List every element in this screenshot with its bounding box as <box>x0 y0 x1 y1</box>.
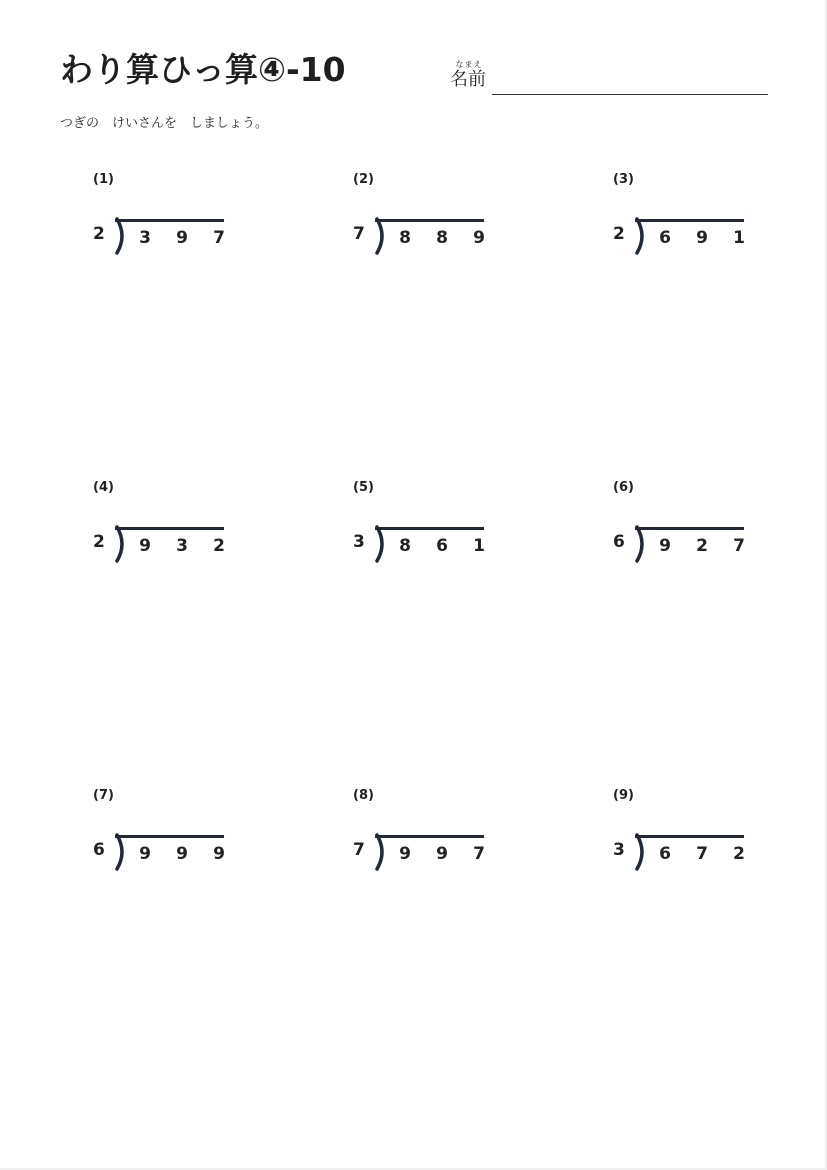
dividend-digit: 7 <box>213 228 225 248</box>
dividend-digit: 7 <box>696 844 708 864</box>
divisor: 2 <box>93 224 105 244</box>
dividend <box>137 228 227 248</box>
divisor: 2 <box>613 224 625 244</box>
dividend-digit: 1 <box>473 536 485 556</box>
dividend-digit: 8 <box>436 228 448 248</box>
dividend <box>657 228 747 248</box>
divisor: 2 <box>93 532 105 552</box>
problem-number: (4) <box>93 480 114 495</box>
dividend-digit: 3 <box>176 536 188 556</box>
dividend-digit: 7 <box>733 536 745 556</box>
dividend <box>657 844 747 864</box>
dividend-digit: 6 <box>436 536 448 556</box>
dividend-digit: 8 <box>399 228 411 248</box>
dividend-digit: 2 <box>696 536 708 556</box>
name-ruby: なまえ <box>455 60 483 69</box>
problem-9 <box>613 788 813 908</box>
worksheet-title: わり算ひっ算④-10 <box>60 50 346 89</box>
division-overline <box>115 527 224 530</box>
dividend-digit: 6 <box>659 844 671 864</box>
dividend <box>657 536 747 556</box>
dividend-digit: 2 <box>733 844 745 864</box>
division-bracket-icon <box>371 832 391 872</box>
dividend-digit: 9 <box>139 536 151 556</box>
problem-number: (9) <box>613 788 634 803</box>
dividend-digit: 2 <box>213 536 225 556</box>
division-overline <box>115 219 224 222</box>
problem-number: (7) <box>93 788 114 803</box>
division-bracket-icon <box>631 216 651 256</box>
problem-4 <box>93 480 293 600</box>
divisor: 7 <box>353 224 365 244</box>
division-bracket-icon <box>111 524 131 564</box>
dividend-digit: 9 <box>473 228 485 248</box>
division-bracket-icon <box>111 216 131 256</box>
divisor: 6 <box>93 840 105 860</box>
divisor: 6 <box>613 532 625 552</box>
problem-number: (5) <box>353 480 374 495</box>
dividend <box>137 844 227 864</box>
problem-number: (3) <box>613 172 634 187</box>
dividend <box>397 228 487 248</box>
dividend <box>397 844 487 864</box>
dividend-digit: 9 <box>696 228 708 248</box>
problem-7 <box>93 788 293 908</box>
dividend-digit: 8 <box>399 536 411 556</box>
dividend-digit: 9 <box>659 536 671 556</box>
dividend-digit: 9 <box>176 228 188 248</box>
division-overline <box>635 527 744 530</box>
dividend-digit: 7 <box>473 844 485 864</box>
division-overline <box>375 527 484 530</box>
problem-number: (2) <box>353 172 374 187</box>
division-bracket-icon <box>371 524 391 564</box>
problem-5 <box>353 480 553 600</box>
problem-2 <box>353 172 553 292</box>
name-field <box>450 58 770 98</box>
problem-8 <box>353 788 553 908</box>
problem-6 <box>613 480 813 600</box>
divisor: 3 <box>353 532 365 552</box>
division-bracket-icon <box>631 524 651 564</box>
divisor: 3 <box>613 840 625 860</box>
division-overline <box>635 835 744 838</box>
problem-3 <box>613 172 813 292</box>
problem-number: (8) <box>353 788 374 803</box>
problem-1 <box>93 172 293 292</box>
dividend-digit: 1 <box>733 228 745 248</box>
dividend-digit: 6 <box>659 228 671 248</box>
name-label: 名前 <box>450 69 486 90</box>
problem-number: (1) <box>93 172 114 187</box>
dividend <box>397 536 487 556</box>
division-overline <box>635 219 744 222</box>
dividend-digit: 9 <box>176 844 188 864</box>
dividend-digit: 9 <box>213 844 225 864</box>
problem-number: (6) <box>613 480 634 495</box>
dividend-digit: 9 <box>436 844 448 864</box>
division-overline <box>375 219 484 222</box>
division-overline <box>375 835 484 838</box>
division-bracket-icon <box>371 216 391 256</box>
dividend-digit: 9 <box>399 844 411 864</box>
name-write-line[interactable] <box>492 94 768 95</box>
division-bracket-icon <box>631 832 651 872</box>
instruction-text: つぎの けいさんを しましょう。 <box>60 116 269 131</box>
division-overline <box>115 835 224 838</box>
dividend-digit: 3 <box>139 228 151 248</box>
divisor: 7 <box>353 840 365 860</box>
dividend-digit: 9 <box>139 844 151 864</box>
division-bracket-icon <box>111 832 131 872</box>
dividend <box>137 536 227 556</box>
